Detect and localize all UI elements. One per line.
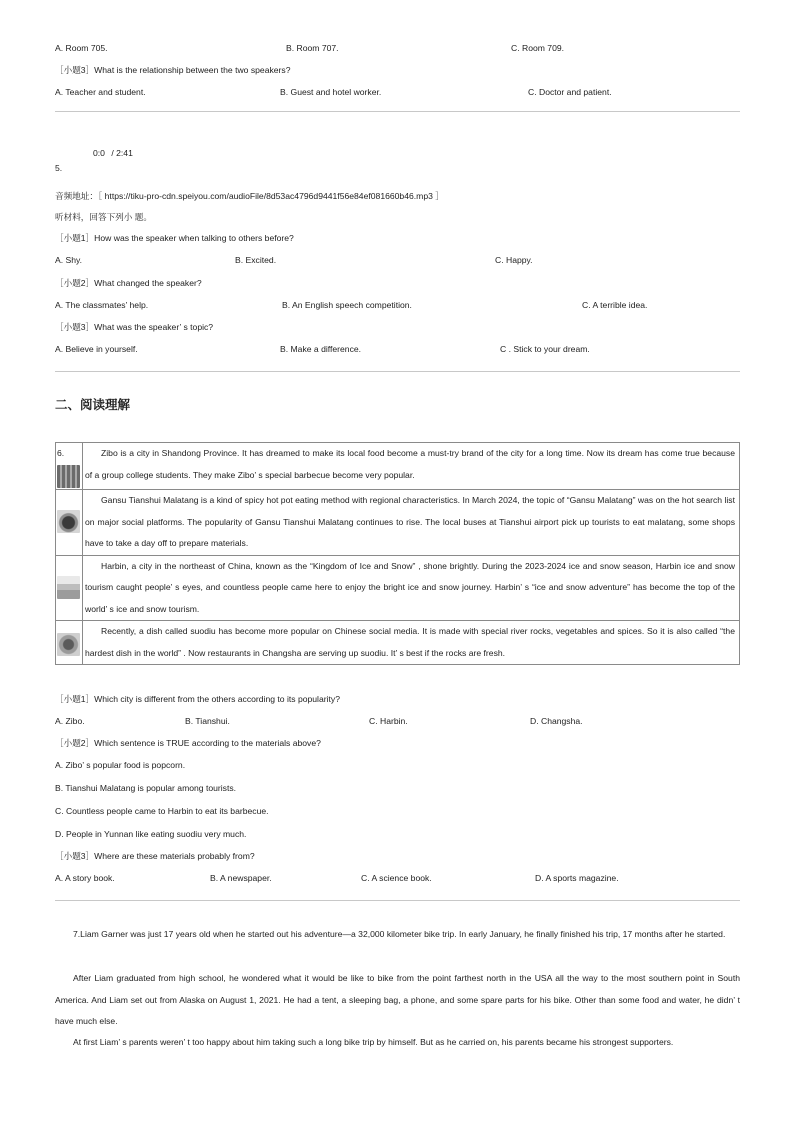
q6-sub1-option-a: A. Zibo. xyxy=(55,716,85,726)
q5-sub2-option-a: A. The classmates’ help. xyxy=(55,300,149,310)
passage-icon-cell xyxy=(56,555,83,621)
q4-sub3-option-a: A. Teacher and student. xyxy=(55,87,146,97)
q6-sub1-option-b: B. Tianshui. xyxy=(185,716,230,726)
q6-sub2-option-b: B. Tianshui Malatang is popular among tourists. xyxy=(55,783,237,793)
q5-sub3-option-a: A. Believe in yourself. xyxy=(55,344,138,354)
passage-row-harbin xyxy=(56,555,740,621)
q4-sub2-option-b: B. Room 707. xyxy=(286,43,339,53)
q6-sub2-option-a: A. Zibo’ s popular food is popcorn. xyxy=(55,760,186,770)
q6-sub3-option-a: A. A story book. xyxy=(55,873,115,883)
q4-sub3-option-b: B. Guest and hotel worker. xyxy=(280,87,382,97)
passage-text-tianshui: Gansu Tianshui Malatang is a kind of spicy hot pot eating method with regional characteristics. In March 2024, the topic of “Gansu Malatang” was on the hot search list on major social platforms. The popularity of Gansu Tianshui Malatang continues to rise. The local buses at Tianshui airport pick up tourists to eat malatang, some shops have to take a day off to prepare materials. xyxy=(83,490,740,556)
q5-sub3-question: ［小题3］What was the speaker’ s topic? xyxy=(55,322,214,332)
q5-sub1-option-a: A. Shy. xyxy=(55,255,83,265)
audio-url[interactable]: 音频地址：［ https://tiku-pro-cdn.speiyou.com/audioFile/8d53ac4796d9441f56e84ef081660b46.mp3 ］ xyxy=(55,191,444,201)
q5-sub2-option-b: B. An English speech competition. xyxy=(282,300,412,310)
q5-sub2-option-c: C. A terrible idea. xyxy=(582,300,648,310)
passage-text-zibo: Zibo is a city in Shandong Province. It has dreamed to make its local food become a must-try brand of the city for a long time. Now its dream has come true because of a group college students. They make Zibo’ s special barbecue become very popular. xyxy=(83,443,740,490)
question-number: 5. xyxy=(55,163,63,173)
passage-text-changsha: Recently, a dish called suodiu has become more popular on Chinese social media. It is made with special river rocks, vegetables and spices. So it is also called “the hardest dish in the world” . Now restaurants in Changsha are serving up suodiu. It’ s best if the rocks are fresh. xyxy=(83,621,740,665)
q6-sub1-question: ［小题1］Which city is different from the others according to its popularity? xyxy=(55,694,340,704)
ice-castle-image-icon xyxy=(57,576,80,599)
q6-sub2-question: ［小题2］Which sentence is TRUE according to the materials above? xyxy=(55,738,321,748)
divider xyxy=(55,900,740,901)
q5-sub1-option-c: C. Happy. xyxy=(495,255,533,265)
passage-icon-cell xyxy=(56,443,83,490)
q5-sub2-question: ［小题2］What changed the speaker? xyxy=(55,278,202,288)
q6-sub3-option-c: C. A science book. xyxy=(361,873,432,883)
q6-sub2-option-d: D. People in Yunnan like eating suodiu very much. xyxy=(55,829,247,839)
q5-sub1-question: ［小题1］How was the speaker when talking to others before? xyxy=(55,233,294,243)
audio-current-time: 0:0 xyxy=(93,148,105,158)
q4-sub3-option-c: C. Doctor and patient. xyxy=(528,87,612,97)
section-heading: 二、阅读理解 xyxy=(55,397,131,412)
q6-sub1-option-d: D. Changsha. xyxy=(530,716,583,726)
q6-sub3-question: ［小题3］Where are these materials probably from? xyxy=(55,851,255,861)
q5-sub3-option-b: B. Make a difference. xyxy=(280,344,362,354)
passage-row-tianshui xyxy=(56,490,740,556)
listening-instruction: 听材料，回答下列小 题。 xyxy=(55,212,152,222)
q6-sub3-option-b: B. A newspaper. xyxy=(210,873,272,883)
hotpot-image-icon xyxy=(57,510,80,533)
q7-paragraph-3: At first Liam’ s parents weren’ t too happy about him taking such a long bike trip by himself. But as he carried on, his parents became his strongest supporters. xyxy=(73,1037,674,1047)
q4-sub3-question: ［小题3］What is the relationship between the two speakers? xyxy=(55,65,291,75)
passage-icon-cell xyxy=(56,490,83,556)
audio-total-time: / 2:41 xyxy=(111,148,133,158)
q5-sub1-option-b: B. Excited. xyxy=(235,255,277,265)
q6-sub3-option-d: D. A sports magazine. xyxy=(535,873,619,883)
passage-icon-cell xyxy=(56,621,83,665)
divider xyxy=(55,111,740,112)
question-number: 6. xyxy=(57,448,65,458)
q5-sub3-option-c: C . Stick to your dream. xyxy=(500,344,590,354)
passage-row-changsha xyxy=(56,621,740,665)
q6-sub1-option-c: C. Harbin. xyxy=(369,716,408,726)
divider xyxy=(55,371,740,372)
q7-paragraph-1: 7.Liam Garner was just 17 years old when he started out his adventure—a 32,000 kilometer bike trip. In early January, he finally finished his trip, 17 months after he started. xyxy=(73,929,726,939)
q6-sub2-option-c: C. Countless people came to Harbin to eat its barbecue. xyxy=(55,806,269,816)
q4-sub2-option-c: C. Room 709. xyxy=(511,43,565,53)
passage-row-zibo xyxy=(56,443,740,490)
q4-sub2-option-a: A. Room 705. xyxy=(55,43,108,53)
passage-text-harbin: Harbin, a city in the northeast of China, known as the “Kingdom of Ice and Snow” , shone brightly. During the 2023-2024 ice and snow season, Harbin ice and snow tourism caught people’ s eyes, and countless people came here to enjoy the bright ice and snow journey. Harbin’ s “ice and snow adventure” has become the top of the world’ s ice and snow tourism. xyxy=(83,555,740,621)
barbecue-image-icon xyxy=(57,465,80,488)
audio-player[interactable] xyxy=(93,148,133,159)
passage-table xyxy=(55,442,740,665)
q7-paragraph-2: After Liam graduated from high school, he wondered what it would be like to bike from the point farthest north in the USA all the way to the most southern point in South America. And Liam set out from Alaska on August 1, 2021. He had a tent, a sleeping bag, a phone, and some spare parts for his bike. Other than some food and water, he didn’ t have much else. xyxy=(55,973,740,1026)
stone-dish-image-icon xyxy=(57,633,80,656)
